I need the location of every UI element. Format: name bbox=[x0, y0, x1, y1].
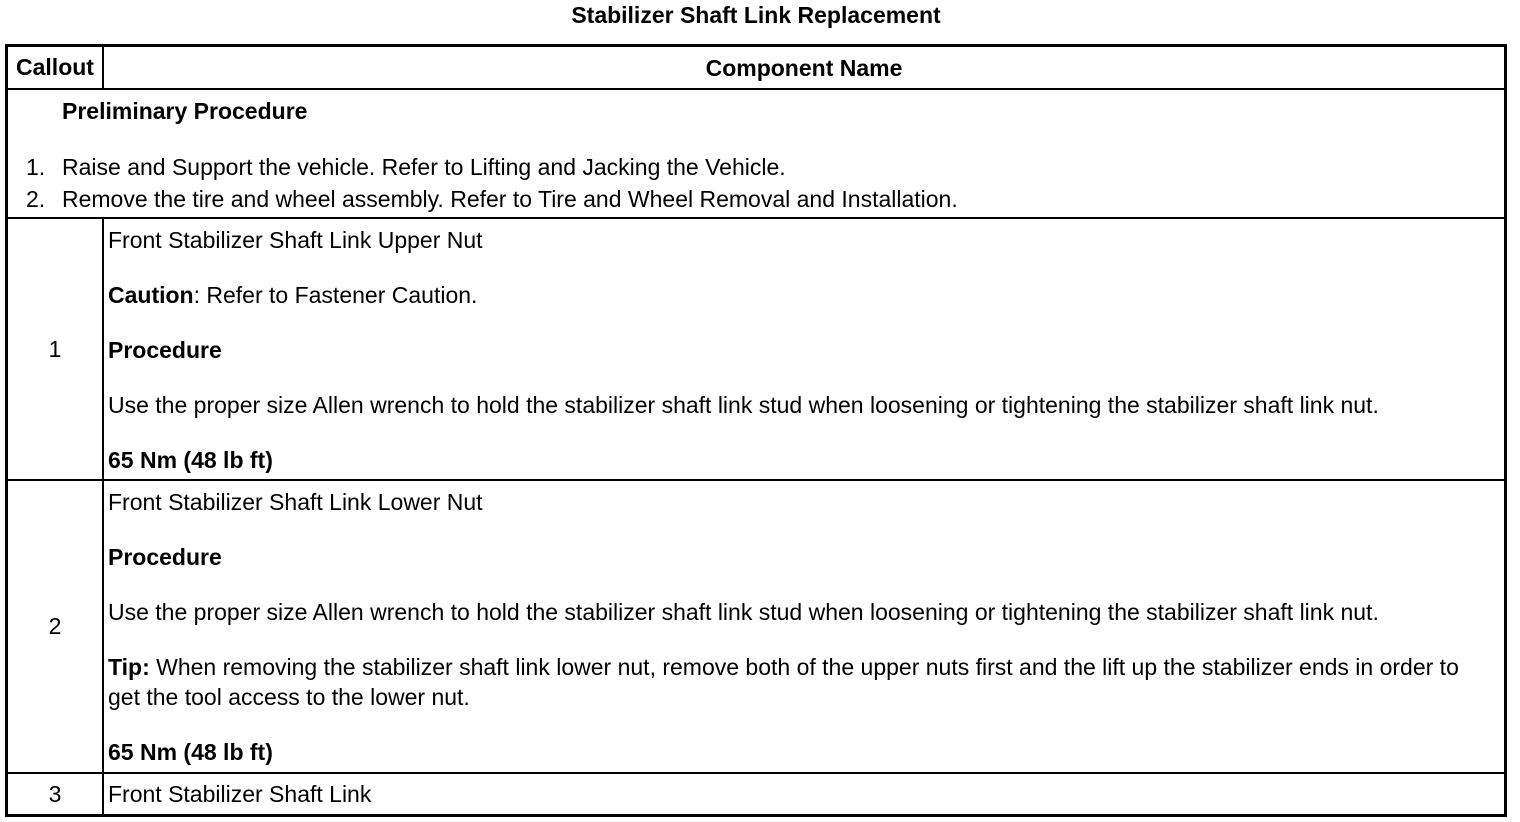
component-name: Front Stabilizer Shaft Link bbox=[108, 781, 372, 807]
component-name: Front Stabilizer Shaft Link Lower Nut bbox=[108, 489, 483, 515]
table-row bbox=[8, 481, 1504, 774]
preliminary-step bbox=[26, 152, 786, 182]
tip-note bbox=[108, 652, 1494, 712]
caution-text: : Refer to Fastener Caution. bbox=[193, 282, 478, 308]
preliminary-procedure-row bbox=[8, 90, 1504, 219]
procedure-label: Procedure bbox=[108, 337, 222, 363]
preliminary-heading: Preliminary Procedure bbox=[62, 98, 308, 124]
tip-label: Tip: bbox=[108, 654, 150, 680]
caution-note bbox=[108, 280, 1494, 310]
step-text: Raise and Support the vehicle. Refer to Lifting and Jacking the Vehicle. bbox=[62, 154, 786, 180]
component-cell bbox=[104, 219, 1504, 479]
component-table bbox=[5, 44, 1507, 817]
callout-number: 3 bbox=[8, 774, 104, 814]
procedure-text: Use the proper size Allen wrench to hold the stabilizer shaft link stud when loosening or tightening the stabilizer shaft link nut. bbox=[108, 599, 1379, 625]
procedure-text: Use the proper size Allen wrench to hold the stabilizer shaft link stud when loosening or tightening the stabilizer shaft link nut. bbox=[108, 392, 1379, 418]
table-row bbox=[8, 219, 1504, 481]
tip-text: When removing the stabilizer shaft link lower nut, remove both of the upper nuts first and the lift up the stabilizer ends in order to get the tool access to the lower nut. bbox=[108, 654, 1459, 710]
callout-number: 2 bbox=[8, 481, 104, 772]
table-row bbox=[8, 774, 1504, 814]
callout-number: 1 bbox=[8, 219, 104, 479]
caution-label: Caution bbox=[108, 282, 194, 308]
component-cell bbox=[104, 774, 1504, 814]
preliminary-step bbox=[26, 184, 958, 214]
step-text: Remove the tire and wheel assembly. Refer to Tire and Wheel Removal and Installation. bbox=[62, 186, 958, 212]
torque-spec: 65 Nm (48 lb ft) bbox=[108, 447, 273, 473]
procedure-label: Procedure bbox=[108, 544, 222, 570]
header-component-name: Component Name bbox=[705, 54, 903, 81]
table-header-row bbox=[8, 47, 1504, 90]
document-title: Stabilizer Shaft Link Replacement bbox=[571, 2, 941, 28]
torque-spec: 65 Nm (48 lb ft) bbox=[108, 739, 273, 765]
step-number: 1. bbox=[26, 154, 46, 180]
step-number: 2. bbox=[26, 186, 46, 212]
header-callout: Callout bbox=[8, 47, 104, 88]
component-name: Front Stabilizer Shaft Link Upper Nut bbox=[108, 227, 483, 253]
component-cell bbox=[104, 481, 1504, 772]
